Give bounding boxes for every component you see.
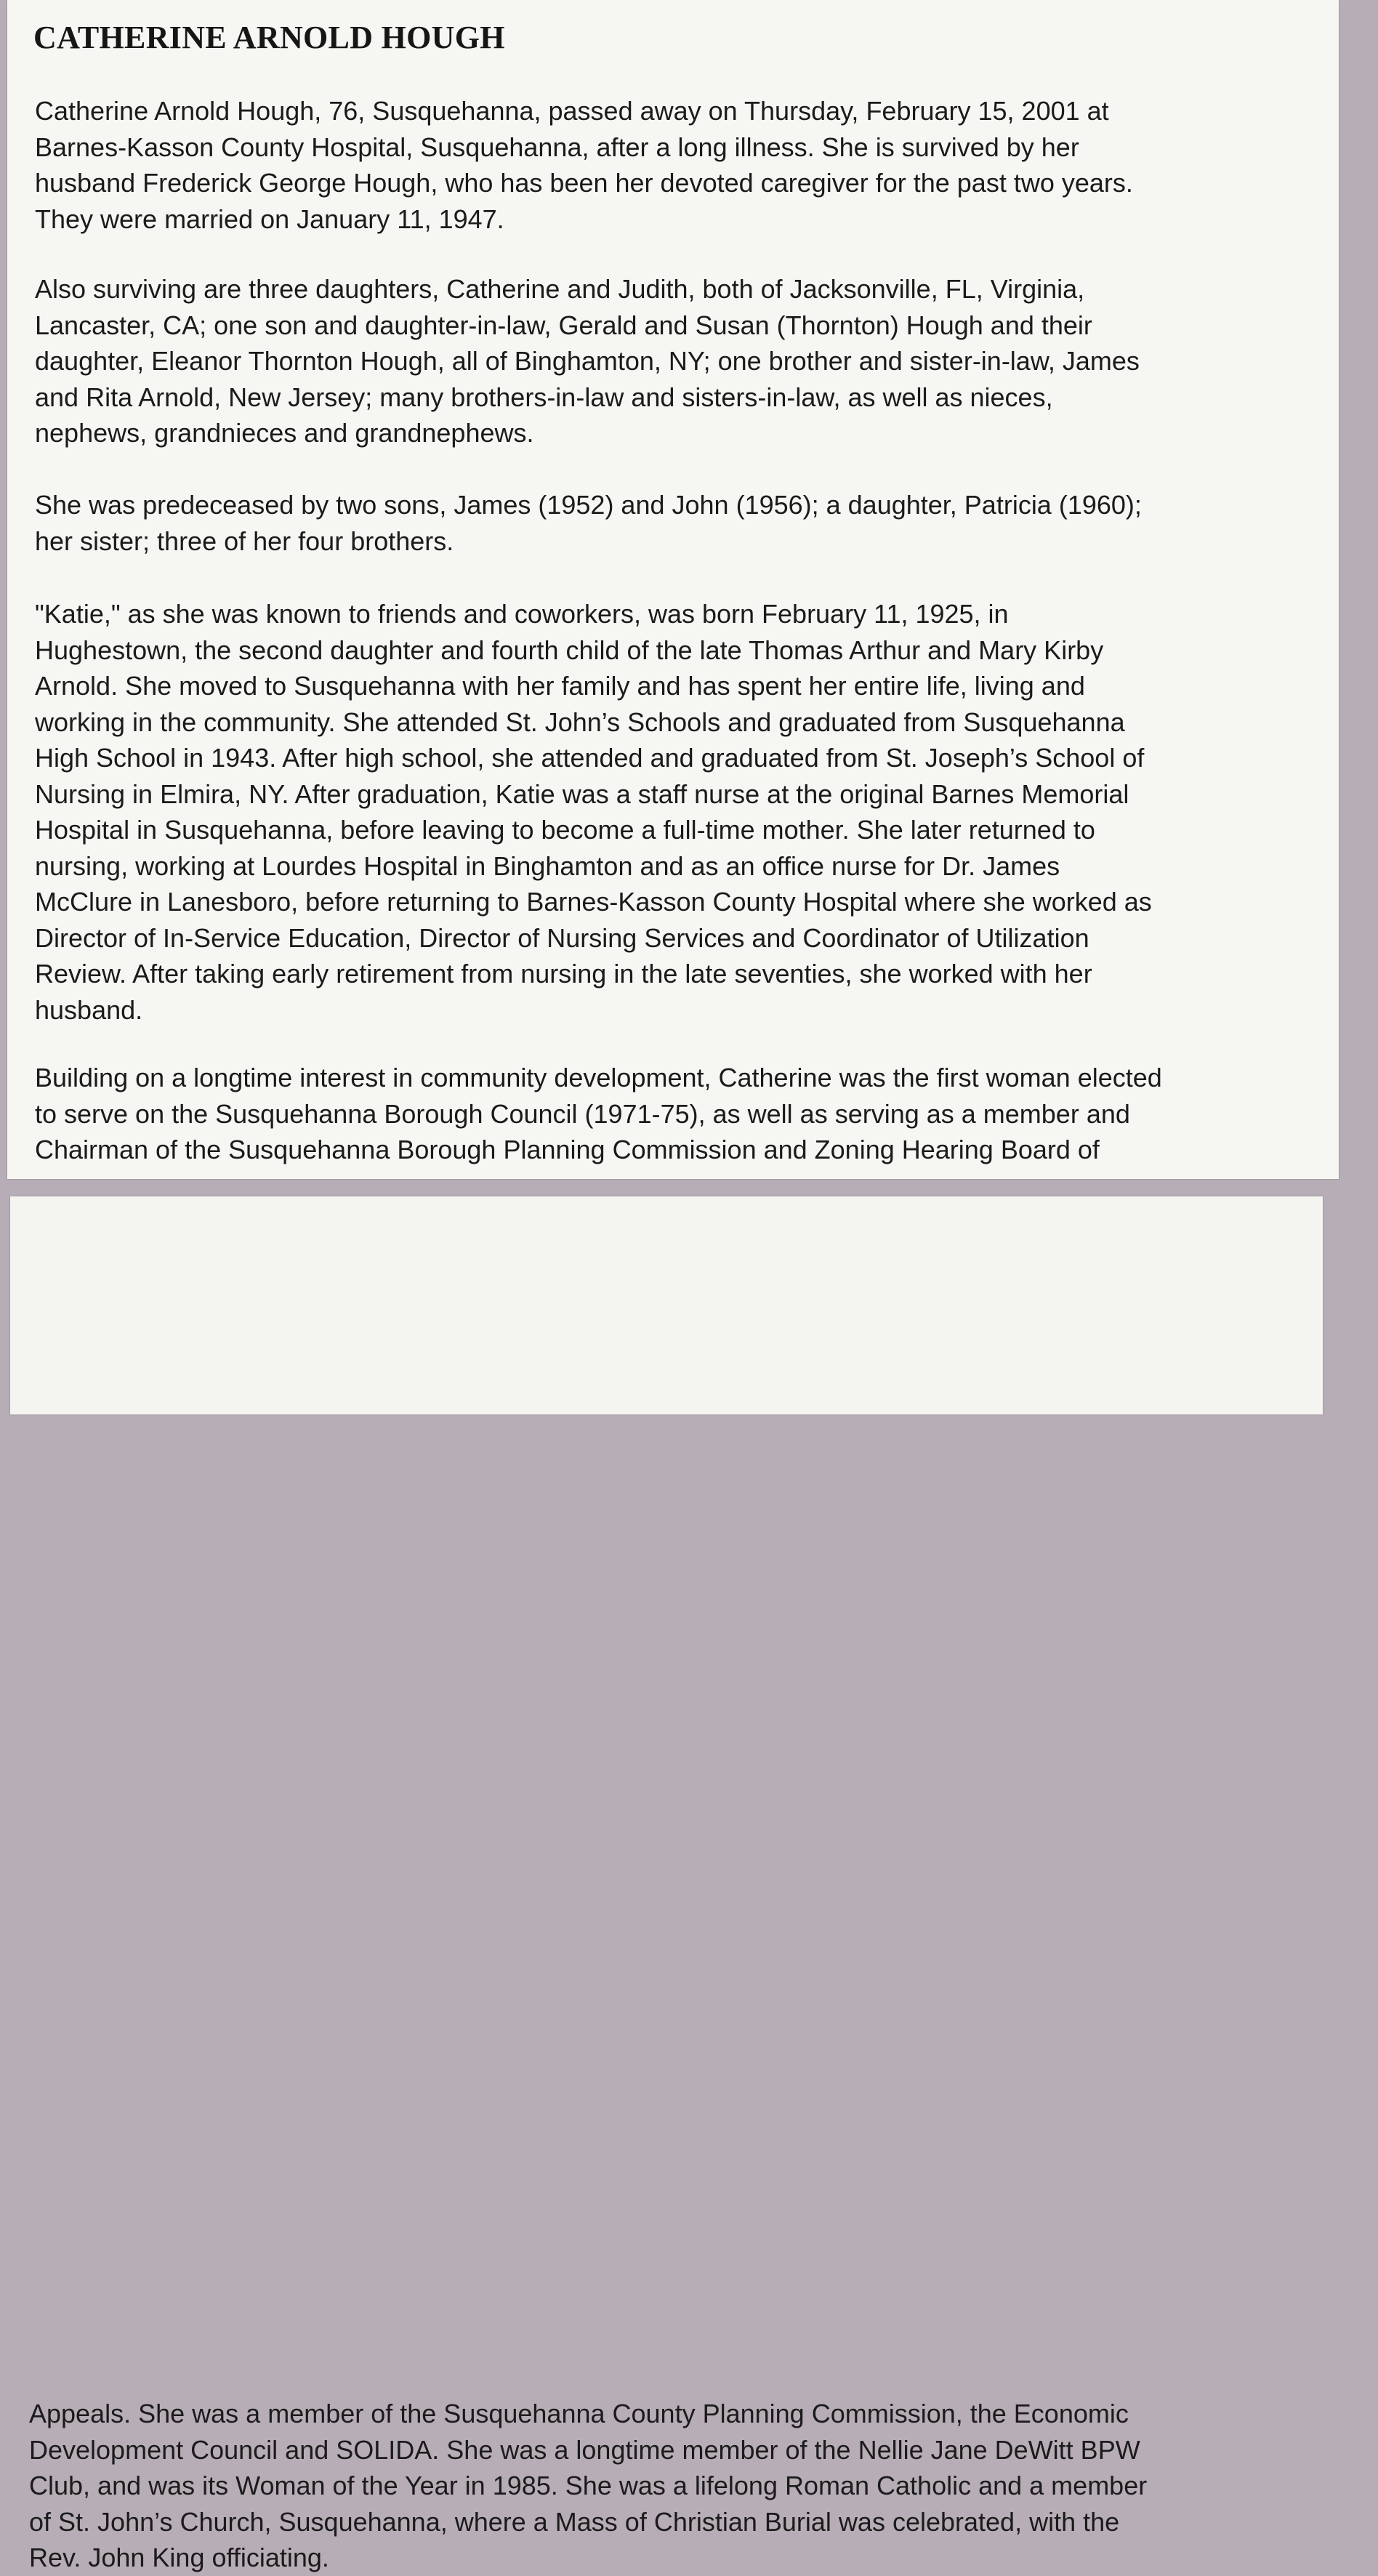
obituary-title: CATHERINE ARNOLD HOUGH: [33, 20, 505, 55]
paragraph-community-service: Building on a longtime interest in community development, Catherine was the first woman elected to serve on the Susquehanna Borough Council (1971-75), as well as serving as a member and Chairman of the Susquehanna Borough Planning Commission and Zoning Hearing Board of: [35, 1063, 1162, 1164]
paragraph-community-service-continued: Appeals. She was a member of the Susquehanna County Planning Commission, the Economic Development Council and SOLIDA. She was a longtime member of the Nellie Jane DeWitt BPW Club, and was its Woman of the Year in 1985. She was a lifelong Roman Catholic and a member of St. John’s Church, Susquehanna, where a Mass of Christian Burial was celebrated, with the Rev. John King officiating.: [29, 2399, 1148, 2572]
obituary-clipping-top: [7, 0, 1339, 1179]
paragraph-survivors: Also surviving are three daughters, Catherine and Judith, both of Jacksonville, FL, Virginia, Lancaster, CA; one son and daughter-in-law, Gerald and Susan (Thornton) Hough and their daughter, Eleanor Thornton Hough, all of Binghamton, NY; one brother and sister-in-law, James and Rita Arnold, New Jersey; many brothers-in-law and sisters-in-law, as well as nieces, nephews, grandnieces and grandnephews.: [35, 274, 1140, 448]
paragraph-predeceased: She was predeceased by two sons, James (1952) and John (1956); a daughter, Patricia (1960); her sister; three of her four brothers.: [35, 490, 1142, 556]
paragraph-death-notice: Catherine Arnold Hough, 76, Susquehanna, passed away on Thursday, February 15, 2001 at Barnes-Kasson County Hospital, Susquehanna, after a long illness. She is survived by her husband Frederick George Hough, who has been her devoted caregiver for the past two years. They were married on January 11, 1947.: [35, 96, 1133, 234]
obituary-clipping-bottom: [10, 1196, 1323, 2572]
paragraph-biography: "Katie," as she was known to friends and coworkers, was born February 11, 1925, in Hughestown, the second daughter and fourth child of the late Thomas Arthur and Mary Kirby Arnold. She moved to Susquehanna with her family and has spent her entire life, living and working in the community. She attended St. John’s Schools and graduated from Susquehanna High School in 1943. After high school, she attended and graduated from St. Joseph’s School of Nursing in Elmira, NY. After graduation, Katie was a staff nurse at the original Barnes Memorial Hospital in Susquehanna, before leaving to become a full-time mother. She later returned to nursing, working at Lourdes Hospital in Binghamton and as an office nurse for Dr. James McClure in Lanesboro, before returning to Barnes-Kasson County Hospital where she worked as Director of In-Service Education, Director of Nursing Services and Coordinator of Utilization Review. After taking early retirement from nursing in the late seventies, she worked with her husband.: [35, 599, 1152, 1025]
